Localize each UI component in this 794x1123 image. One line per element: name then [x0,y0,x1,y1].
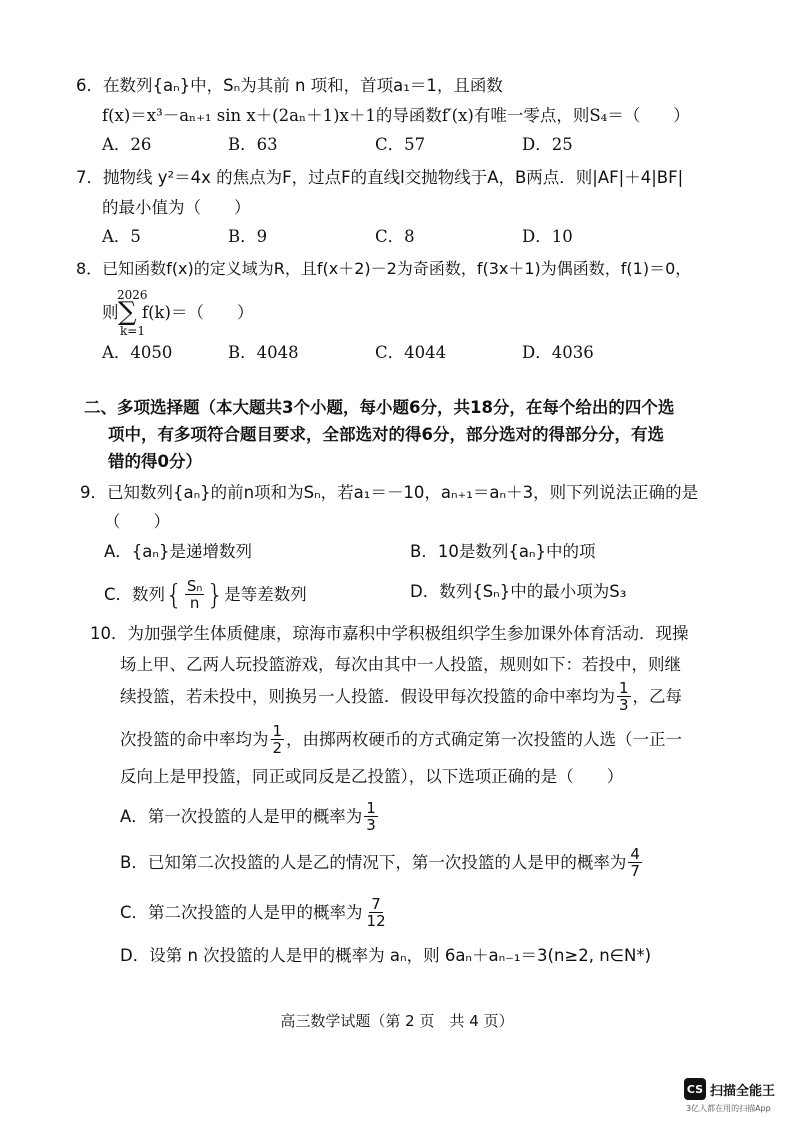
q7-line1: 7．抛物线 y²＝4x 的焦点为F，过点F的直线l交抛物线于A，B两点．则|AF|＋4|BF| [76,168,684,187]
q6-option-c: C．57 [375,135,426,154]
q9-option-a: A．{aₙ}是递增数列 [104,542,252,561]
q10-line4-prefix: 次投篮的命中率均为 [120,729,269,749]
q8-option-b: B．4048 [228,343,299,362]
camscanner-logo-icon: CS [684,1078,706,1100]
fraction-numerator: 1 [619,679,629,697]
right-brace-icon: } [206,577,225,611]
q9-line1: 9．已知数列{aₙ}的前n项和为Sₙ，若a₁＝－10，aₙ₊₁＝aₙ＋3，则下列说法正确的是 [80,483,699,502]
q10-option-b-fraction [628,846,642,879]
q10-option-b-text: B．已知第二次投篮的人是乙的情况下，第一次投篮的人是甲的概率为 [120,852,627,872]
q10-line4 [120,723,682,756]
fraction-denominator: n [189,594,200,612]
q10-option-c [120,896,390,929]
fraction-numerator: 4 [630,845,640,863]
q10-line3-prefix: 续投篮，若未投中，则换另一人投篮．假设甲每次投篮的命中率均为 [120,686,615,706]
q9-option-c [104,578,307,611]
fraction-denominator: 3 [366,816,376,834]
q9-option-c-prefix: C．数列 [104,584,166,604]
q8-option-d: D．4036 [522,343,594,362]
fraction-numerator: Sₙ [186,577,203,595]
fraction-numerator: 1 [366,799,376,817]
camscanner-tagline: 3亿人都在用的扫描App [686,1104,771,1113]
q8-line1: 8．已知函数f(x)的定义域为R，且f(x＋2)－2为奇函数，f(3x＋1)为偶函数，f(1)＝0， [76,259,692,278]
sigma-icon: ∑ [118,297,137,327]
camscanner-brand: 扫描全能王 [710,1084,776,1099]
q6-option-d: D．25 [522,135,573,154]
section2-heading-line2: 项中，有多项符合题目要求，全部选对的得6分，部分选对的得部分分，有选 [108,425,664,444]
fraction-denominator: 12 [366,912,386,930]
left-brace-icon: { [165,577,183,611]
fraction-numerator: 1 [272,722,283,740]
q10-option-c-fraction [365,896,388,929]
q10-line3-suffix: ，乙每 [632,686,683,706]
q9-option-d: D．数列{Sₙ}中的最小项为S₃ [410,582,627,601]
q7-line2: 的最小值为（ ） [102,198,251,217]
q10-line1: 10．为加强学生体质健康，琼海市嘉积中学积极组织学生参加课外体育活动．现操 [90,624,689,643]
q7-option-b: B．9 [228,227,268,246]
q10-option-d: D．设第 n 次投篮的人是甲的概率为 aₙ，则 6aₙ＋aₙ₋₁＝3(n≥2, n∈N*) [120,946,652,965]
q9-option-c-fraction [185,578,205,611]
fraction-denominator: 3 [619,696,629,714]
q7-option-d: D．10 [522,227,573,246]
q10-option-a-fraction [364,800,378,833]
section2-heading-line3: 错的得0分） [108,452,202,471]
fraction-denominator: 7 [630,862,640,880]
q9-option-b: B．10是数列{aₙ}中的项 [410,542,596,561]
q7-option-a: A．5 [102,227,141,246]
q7-option-c: C．8 [375,227,415,246]
q10-option-c-text: C．第二次投篮的人是甲的概率为 [120,902,363,922]
q10-option-b [120,846,644,879]
section2-heading-line1: 二、多项选择题（本大题共3个小题，每小题6分，共18分，在每个给出的四个选 [84,398,675,417]
q10-line3-fraction [617,680,631,713]
q10-option-a-text: A．第一次投篮的人是甲的概率为 [120,806,363,826]
q10-option-a [120,800,380,833]
q8-option-c: C．4044 [375,343,447,362]
fraction-denominator: 2 [272,739,283,757]
q8-sum-upper-limit: 2026 [117,288,148,302]
q6-line1: 6．在数列{aₙ}中，Sₙ为其前 n 项和，首项a₁＝1，且函数 [76,76,503,95]
q10-line4-suffix: ，由掷两枚硬币的方式确定第一次投篮的人选（一正一 [286,729,683,749]
q9-option-c-suffix: 是等差数列 [224,584,307,604]
q8-option-a: A．4050 [102,343,173,362]
q10-line5: 反向上是甲投篮，同正或同反是乙投篮），以下选项正确的是（ ） [120,767,624,786]
q6-option-b: B．63 [228,135,278,154]
q8-line2-suffix: f(k)＝（ ） [142,303,254,322]
q6-option-a: A．26 [102,135,152,154]
q9-line2: （ ） [104,512,170,531]
fraction-numerator: 7 [371,895,381,913]
page-footer: 高三数学试题（第 2 页 共 4 页） [280,1012,514,1030]
q8-sum-lower-limit: k=1 [120,324,145,338]
q10-line2: 场上甲、乙两人玩投篮游戏，每次由其中一人投篮，规则如下：若投中，则继 [120,655,681,674]
q8-line2-prefix: 则 [102,303,119,322]
q6-line2: f(x)＝x³－aₙ₊₁ sin x＋(2aₙ＋1)x＋1的导函数f′(x)有唯一零点，则S₄＝（ ） [102,106,690,125]
q10-line4-fraction [271,723,285,756]
q10-line3 [120,680,682,713]
